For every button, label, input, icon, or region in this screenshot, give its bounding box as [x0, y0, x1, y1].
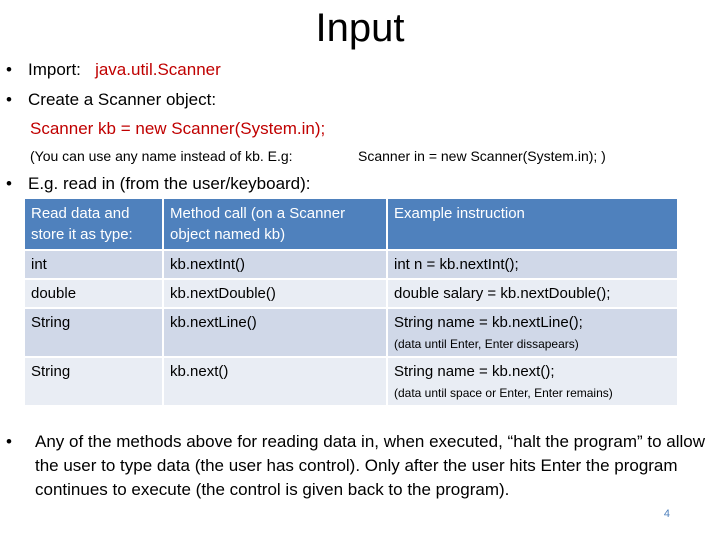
cell-example: double salary = kb.nextDouble();: [387, 279, 677, 308]
cell-method: kb.nextDouble(): [163, 279, 387, 308]
table-header-row: [25, 199, 677, 250]
create-label: Create a Scanner object:: [28, 90, 217, 109]
scanner-code: Scanner kb = new Scanner(System.in);: [30, 119, 326, 138]
cell-type: int: [25, 250, 163, 279]
slide-title: Input: [315, 6, 405, 50]
example-note: (data until Enter, Enter dissapears): [394, 337, 579, 351]
example-code: String name = kb.next();: [394, 363, 555, 380]
cell-example: int n = kb.nextInt();: [387, 250, 677, 279]
cell-example: [387, 357, 677, 405]
bullet-marker: •: [6, 432, 12, 451]
cell-method: kb.next(): [163, 357, 387, 405]
cell-type: String: [25, 308, 163, 357]
table-row: [25, 308, 677, 357]
bullet-eg: [6, 174, 311, 194]
explanation-text: Any of the methods above for reading data in, when executed, “halt the program” to allow the user to type data (the user has control). Only after the user hits Enter the program continues to execute (the control is given back to the program).: [35, 432, 706, 499]
table-row: [25, 279, 677, 308]
bullet-import: [6, 60, 221, 80]
name-note-left: (You can use any name instead of kb. E.g:: [30, 148, 293, 164]
eg-label: E.g. read in (from the user/keyboard):: [28, 174, 311, 193]
cell-type: String: [25, 357, 163, 405]
example-note: (data until space or Enter, Enter remains): [394, 386, 613, 400]
import-value: java.util.Scanner: [95, 60, 221, 79]
page-number: 4: [663, 508, 670, 520]
input-methods-table: [25, 199, 677, 405]
table-row: [25, 357, 677, 405]
cell-example: [387, 308, 677, 357]
bullet-marker: •: [6, 90, 12, 109]
example-code: String name = kb.nextLine();: [394, 314, 583, 331]
table-row: [25, 250, 677, 279]
header-type: Read data and store it as type:: [25, 199, 163, 250]
import-label: Import:: [28, 60, 81, 79]
bullet-marker: •: [6, 60, 12, 79]
cell-type: double: [25, 279, 163, 308]
bullet-create: [6, 90, 216, 110]
cell-method: kb.nextInt(): [163, 250, 387, 279]
bullet-marker: •: [6, 174, 12, 193]
header-method: Method call (on a Scanner object named kb): [163, 199, 387, 250]
cell-method: kb.nextLine(): [163, 308, 387, 357]
name-note-right: Scanner in = new Scanner(System.in); ): [358, 148, 606, 164]
header-example: Example instruction: [387, 199, 677, 250]
